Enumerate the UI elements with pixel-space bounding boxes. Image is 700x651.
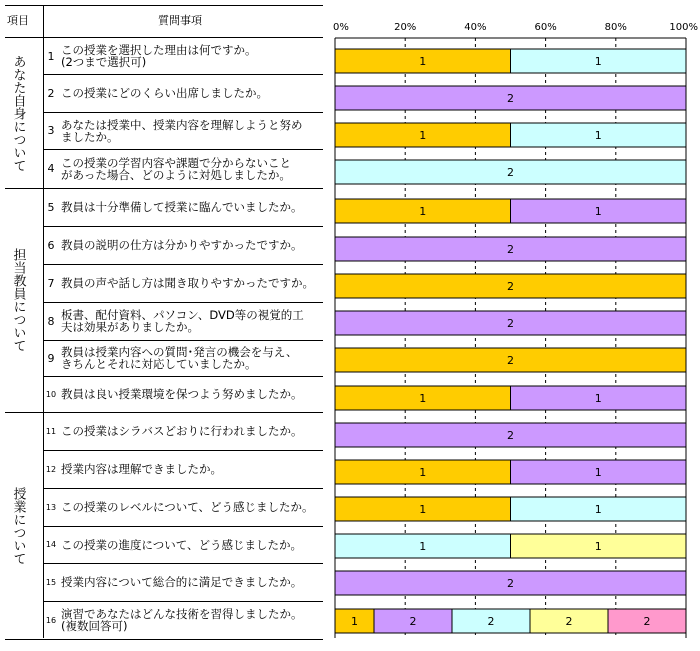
x-tick-label: 80% — [604, 22, 627, 33]
x-tick-label: 0% — [333, 22, 349, 33]
question-text: 教員は良い授業環境を保つよう努めましたか。 — [61, 387, 303, 401]
data-label: 1 — [594, 392, 602, 405]
question-number: 6 — [47, 238, 55, 252]
x-tick-label: 40% — [464, 22, 487, 33]
data-label: 2 — [409, 615, 417, 628]
data-label: 2 — [507, 317, 514, 330]
question-number: 12 — [45, 464, 57, 474]
question-text: 教員の説明の仕方は分かりやすかったですか。 — [61, 238, 303, 252]
question-number: 15 — [45, 577, 57, 587]
question-text: この授業を選択した理由は何ですか。 (2つまで選択可) — [61, 43, 257, 69]
x-tick-label: 60% — [534, 22, 557, 33]
question-text: 教員は授業内容への質問･発言の機会を与え、 きちんとそれに対応していましたか。 — [61, 345, 298, 371]
question-number: 7 — [47, 276, 55, 290]
question-number: 10 — [45, 389, 57, 399]
question-text: 授業内容について総合的に満足できましたか。 — [61, 575, 303, 589]
data-label: 2 — [507, 280, 514, 293]
header-question: 質問事項 — [158, 14, 202, 27]
data-label: 2 — [507, 429, 514, 442]
data-label: 1 — [419, 205, 427, 218]
data-label: 1 — [419, 129, 427, 142]
data-label: 2 — [507, 354, 514, 367]
question-text: 教員の声や話し方は聞き取りやすかったですか。 — [61, 276, 314, 290]
category-label: 担当教員について — [10, 248, 26, 352]
data-label: 1 — [419, 392, 427, 405]
data-label: 1 — [594, 55, 602, 68]
question-number: 1 — [47, 49, 55, 63]
data-label: 2 — [487, 615, 495, 628]
question-text: 演習であなたはどんな技術を習得しましたか。 (複数回答可) — [61, 607, 303, 633]
question-text: この授業のレベルについて、どう感じましたか。 — [61, 500, 314, 514]
question-text: この授業の学習内容や課題で分からないこと があった場合、どのように対処しましたか。 — [61, 155, 291, 182]
data-label: 1 — [594, 129, 602, 142]
question-text: 教員は十分準備して授業に臨んでいましたか。 — [61, 200, 303, 214]
data-label: 1 — [419, 55, 427, 68]
data-label: 2 — [507, 577, 514, 590]
data-label: 1 — [419, 503, 427, 516]
data-label: 1 — [594, 540, 602, 553]
x-tick-label: 100% — [669, 22, 698, 33]
data-label: 2 — [507, 166, 514, 179]
question-number: 4 — [47, 162, 55, 175]
data-label: 1 — [419, 466, 427, 479]
question-number: 3 — [47, 124, 55, 137]
question-text: この授業はシラバスどおりに行われましたか。 — [61, 424, 303, 438]
category-label: 授業について — [10, 486, 26, 565]
data-label: 1 — [419, 540, 427, 553]
question-text: 板書、配付資料、パソコン、DVD等の視覚的工 夫は効果がありましたか。 — [61, 308, 304, 334]
question-number: 2 — [47, 86, 55, 100]
data-label: 2 — [507, 92, 514, 105]
x-tick-label: 20% — [394, 22, 417, 33]
question-text: この授業の進度について、どう感じましたか。 — [61, 537, 303, 552]
question-number: 16 — [45, 615, 57, 625]
question-number: 11 — [45, 426, 57, 436]
question-number: 9 — [47, 351, 55, 365]
category-label: あなた自身について — [10, 54, 26, 172]
question-number: 8 — [47, 314, 55, 328]
question-number: 13 — [45, 502, 57, 512]
question-text: この授業にどのくらい出席しましたか。 — [61, 86, 268, 100]
data-label: 2 — [643, 615, 651, 628]
question-text: あなたは授業中、授業内容を理解しようと努め ましたか。 — [61, 117, 303, 144]
data-label: 1 — [594, 503, 602, 516]
data-label: 2 — [565, 615, 573, 628]
header-category: 項目 — [7, 14, 29, 27]
data-label: 1 — [594, 205, 602, 218]
data-label: 2 — [507, 243, 514, 256]
question-number: 5 — [47, 200, 55, 214]
question-number: 14 — [45, 540, 57, 549]
question-text: 授業内容は理解できましたか。 — [61, 462, 222, 476]
data-label: 1 — [594, 466, 602, 479]
data-label: 1 — [351, 615, 358, 628]
